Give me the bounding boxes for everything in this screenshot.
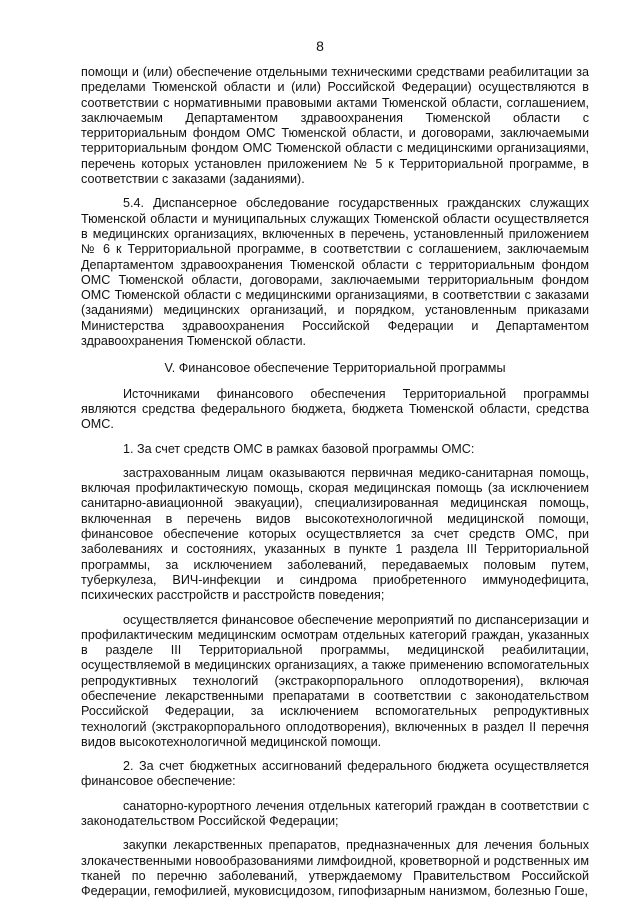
paragraph-insured-persons: застрахованным лицам оказываются первичная медико-санитарная помощь, включая профилактическую помощь, скорая медицинская помощь (за исключением санитарно-авиационной эвакуации), специализированная медицинская помощь, включенная в перечень видов высокотехнологичной медицинской помощи, финансовое обеспечение которых осуществляется за счет средств ОМС, при заболеваниях и состояниях, указанных в пункте 1 раздела III Территориальной программы, за исключением заболеваний, передаваемых половым путем, туберкулеза, ВИЧ-инфекции и синдрома приобретенного иммунодефицита, психических расстройств и расстройств поведения; [81,465,589,603]
paragraph-funding-sources: Источниками финансового обеспечения Территориальной программы являются средства федерального бюджета, бюджета Тюменской области, средства ОМС. [81,386,589,432]
paragraph-item-2: 2. За счет бюджетных ассигнований федерального бюджета осуществляется финансовое обеспечение: [81,759,589,789]
document-body [81,65,589,900]
section-heading: V. Финансовое обеспечение Территориальной программы [164,361,506,376]
paragraph-drug-procurement: закупки лекарственных препаратов, предназначенных для лечения больных злокачественными новообразованиями лимфоидной, кроветворной и родственных им тканей по перечню заболеваний, утверждаемому Правительством Российской Федерации, гемофилией, муковисцидозом, гипофизарным нанизмом, болезнью Гоше, [81,838,589,899]
paragraph-continuation: помощи и (или) обеспечение отдельными техническими средствами реабилитации за пределами Тюменской области и (или) Российской Федерации) осуществляются в соответствии с нормативными правовыми актами Тюменской области, соглашением, заключаемым Департаментом здравоохранения Тюменской области с территориальным фондом ОМС Тюменской области, и договорами, заключаемыми территориальным фондом ОМС Тюменской области с медицинскими организациями, перечень которых установлен приложением № 5 к Территориальной программе, в соответствии с заказами (заданиями). [81,65,589,187]
paragraph-sanatorium: санаторно-курортного лечения отдельных категорий граждан в соответствии с законодательством Российской Федерации; [81,798,589,829]
paragraph-5-4: 5.4. Диспансерное обследование государственных гражданских служащих Тюменской области и муниципальных служащих Тюменской области осуществляется в медицинских организациях, включенных в перечень, установленный приложением № 6 к Территориальной программе, в соответствии с соглашением, заключаемым Департаментом здравоохранения Тюменской области с территориальным фондом ОМС Тюменской области, договорами, заключаемыми территориальным фондом ОМС Тюменской области с медицинскими организациями, в соответствии с заказами (заданиями) медицинских организаций, и порядком, установленным приказами Министерства здравоохранения Российской Федерации и Департаментом здравоохранения Тюменской области. [81,196,589,349]
page-number: 8 [316,38,324,54]
paragraph-dispensary-funding: осуществляется финансовое обеспечение мероприятий по диспансеризации и профилактическим медицинским осмотрам отдельных категорий граждан, указанных в разделе III Территориальной программы, медицинской реабилитации, осуществляемой в медицинских организациях, а также применению вспомогательных репродуктивных технологий (экстракорпорального оплодотворения), включая обеспечение лекарственными препаратами в соответствии с законодательством Российской Федерации, за исключением вспомогательных репродуктивных технологий (экстракорпорального оплодотворения), включенных в раздел II перечня видов высокотехнологичной медицинской помощи. [81,612,589,749]
paragraph-item-1: 1. За счет средств ОМС в рамках базовой программы ОМС: [123,441,475,456]
